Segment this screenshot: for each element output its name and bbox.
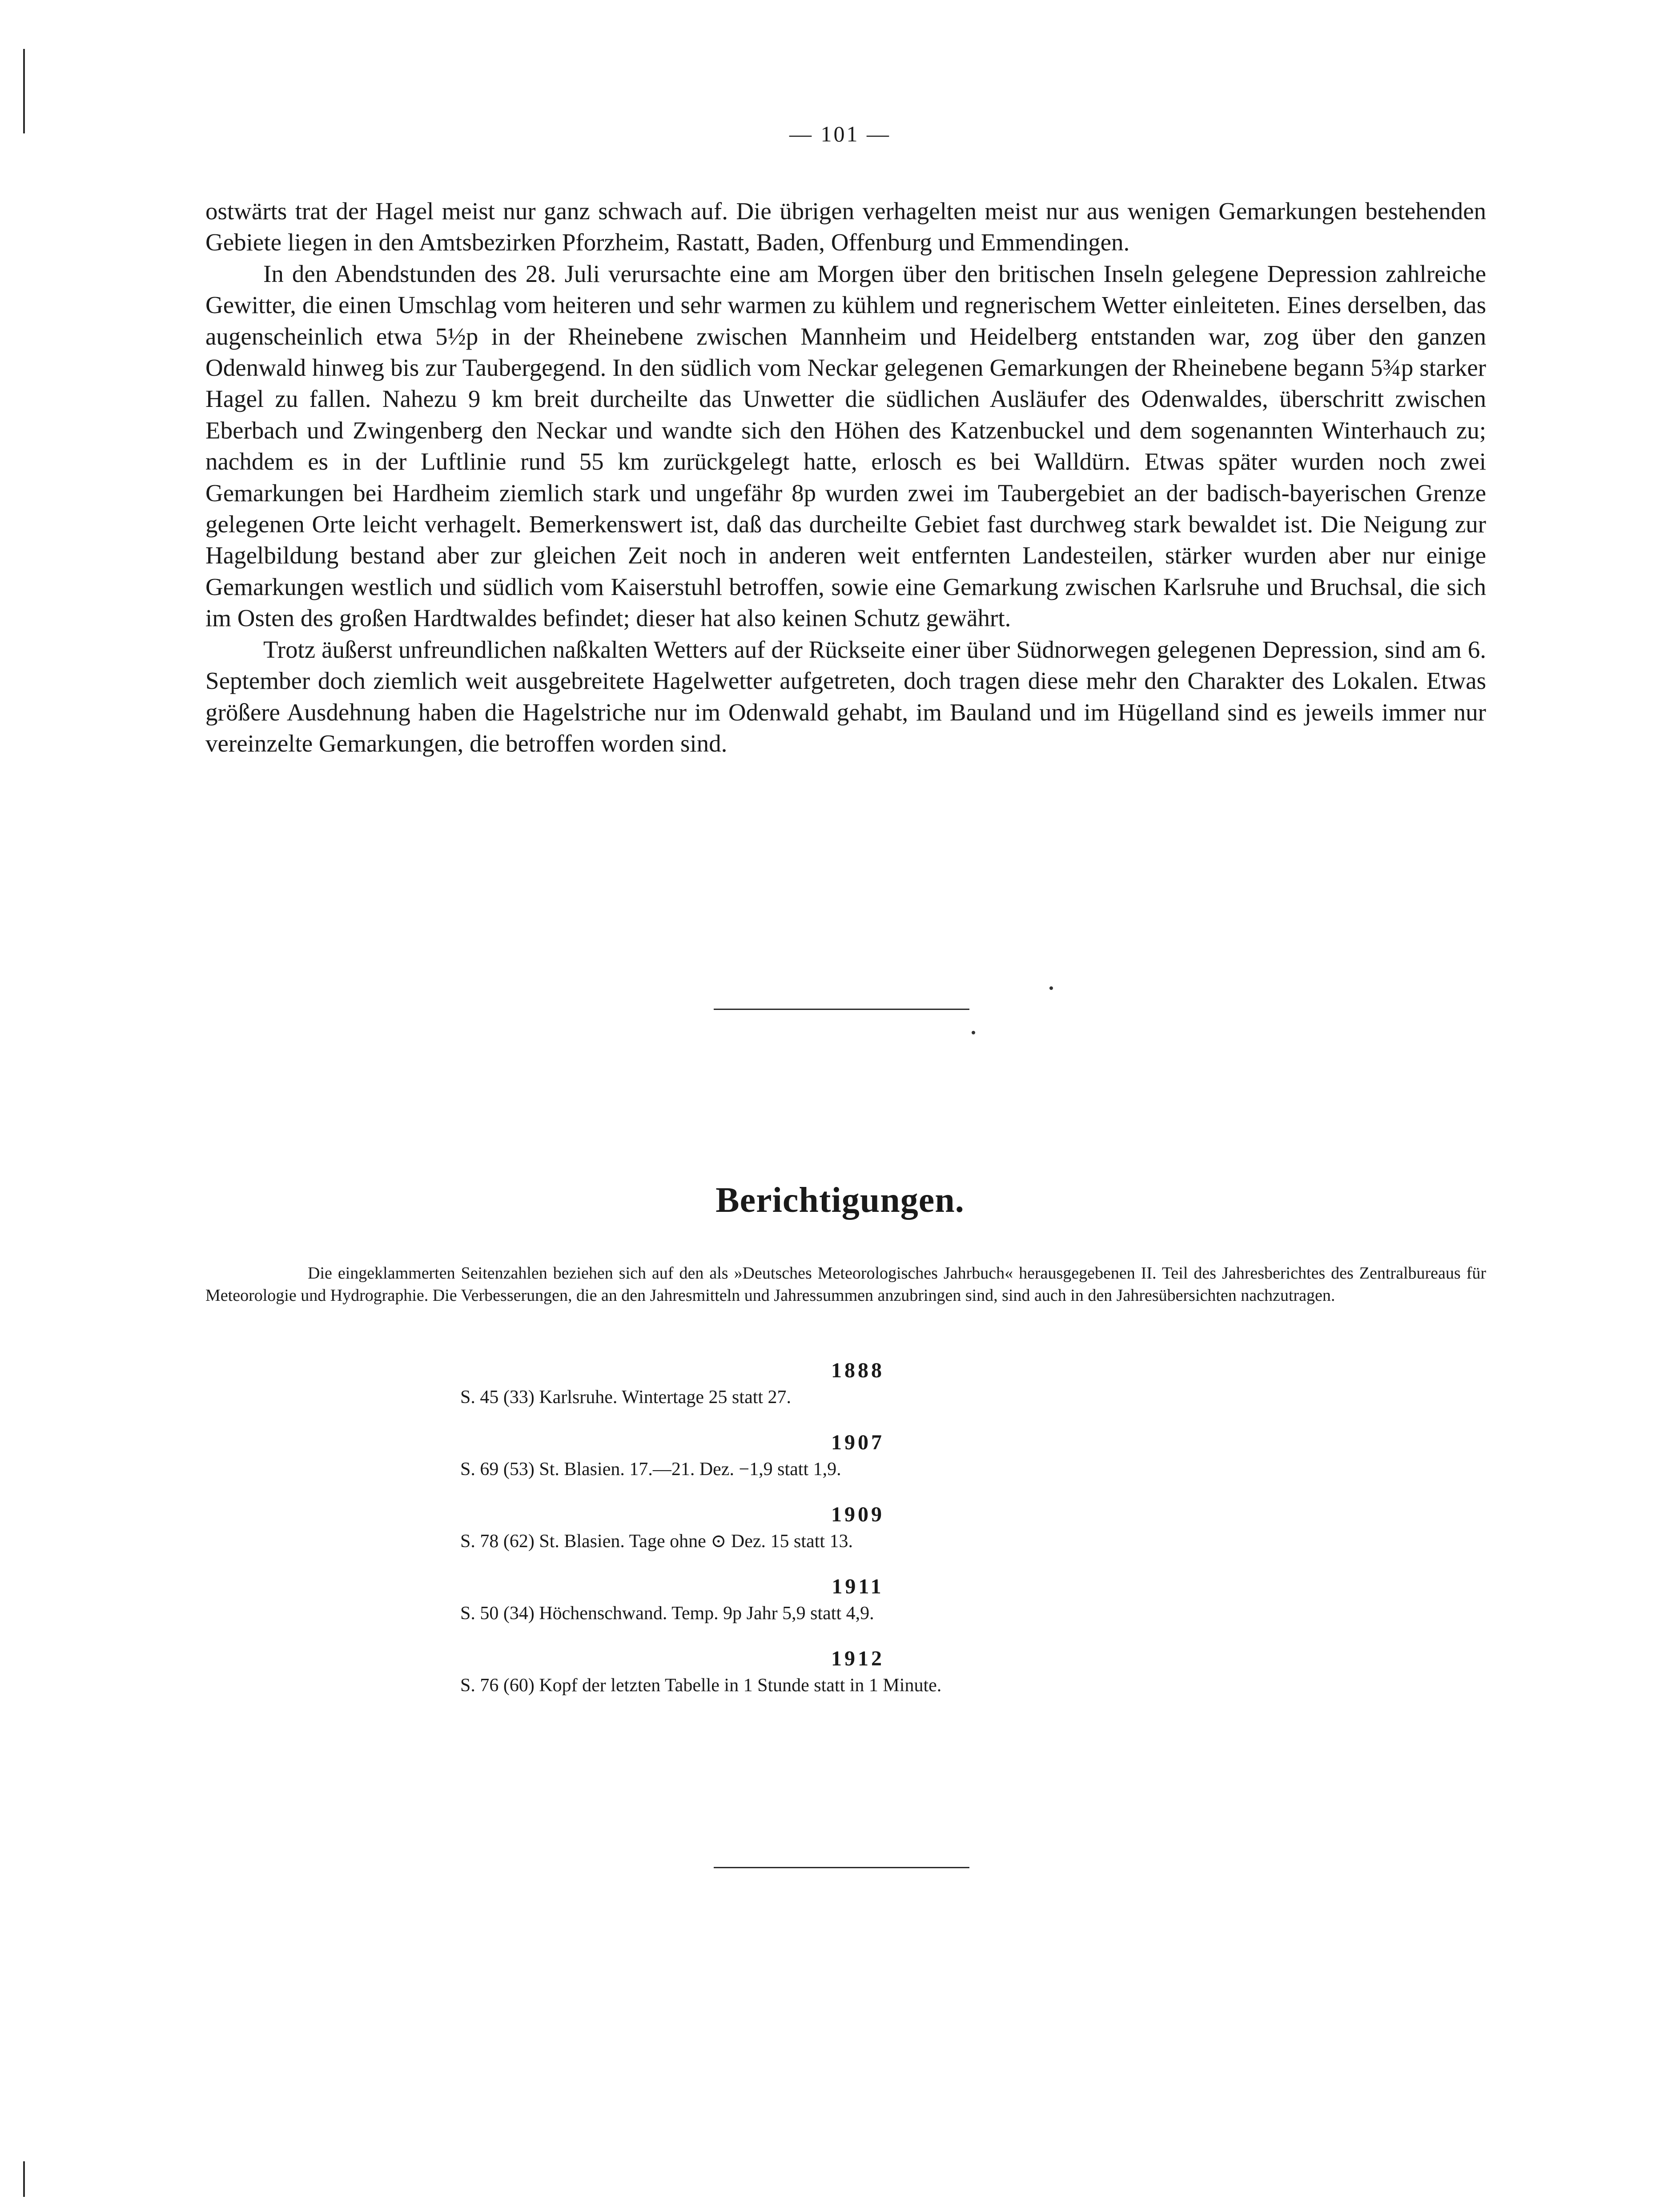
correction-text: S. 45 (33) Karlsruhe. Wintertage 25 statt 27. [460, 1387, 792, 1408]
correction-year: 1911 [832, 1575, 884, 1598]
end-divider [714, 1867, 969, 1868]
scan-speck [1049, 986, 1053, 990]
correction-year: 1912 [831, 1647, 884, 1670]
correction-year: 1888 [831, 1359, 884, 1382]
correction-year: 1909 [831, 1503, 884, 1526]
corrections-note [205, 1262, 1486, 1307]
paragraph: In den Abendstunden des 28. Juli verursachte eine am Morgen über den britischen Inseln gelegene Depression zahlreiche Gewitter, die einen Umschlag vom heiteren und sehr warmen zu kühlem und regnerischem Wetter einleiteten. Eines derselben, das augenscheinlich etwa 5½p in der Rheinebene zwischen Mannheim und Heidelberg entstanden war, zog über den ganzen Odenwald hinweg bis zur Taubergegend. In den südlich vom Neckar gelegenen Gemarkungen der Rheinebene begann 5¾p starker Hagel zu fallen. Nahezu 9 km breit durcheilte das Unwetter die südlichen Ausläufer des Odenwaldes, überschritt zwischen Eberbach und Zwingenberg den Neckar und wandte sich den Höhen des Katzenbuckel und dem sogenannten Winterhauch zu; nachdem es in der Luftlinie rund 55 km zurückgelegt hatte, erlosch es bei Walldürn. Etwas später wurden noch zwei Gemarkungen bei Hardheim ziemlich stark und ungefähr 8p wurden zwei im Taubergebiet an der badisch-bayerischen Grenze gelegenen Orte leicht verhagelt. Bemerkenswert ist, daß das durcheilte Gebiet fast durchweg stark bewaldet ist. Die Neigung zur Hagelbildung bestand aber zur gleichen Zeit noch in anderen weit entfernten Landesteilen, stärker wurden aber nur einige Gemarkungen westlich und südlich vom Kaiserstuhl betroffen, sowie eine Gemarkung zwischen Karlsruhe und Bruchsal, die sich im Osten des großen Hardtwaldes befindet; dieser hat also keinen Schutz gewährt. [205, 260, 1486, 632]
correction-entry [0, 1501, 1680, 1555]
correction-text: S. 76 (60) Kopf der letzten Tabelle in 1 Stunde statt in 1 Minute. [460, 1675, 942, 1696]
body-text [205, 196, 1486, 759]
paragraph: ostwärts trat der Hagel meist nur ganz schwach auf. Die übrigen verhagelten meist nur aus wenigen Gemarkungen bestehenden Gebiete liegen in den Amtsbezirken Pforzheim, Rastatt, Baden, Offenburg und Emmendingen. [205, 197, 1486, 256]
scan-speck [972, 1031, 975, 1034]
correction-text: S. 78 (62) St. Blasien. Tage ohne ⊙ Dez. 15 statt 13. [460, 1531, 853, 1552]
corrections-list [0, 1352, 1680, 1717]
correction-entry [0, 1429, 1680, 1483]
section-divider [714, 1009, 969, 1010]
page-number: — 101 — [789, 121, 891, 146]
correction-entry [0, 1573, 1680, 1627]
note-text: Die eingeklammerten Seitenzahlen beziehen sich auf den als »Deutsches Meteorologisches Jahrbuch« herausgegebenen II. Teil des Jahresberichtes des Zentralbureaus für Meteorologie und Hydrographie. Die Verbesserungen, die an den Jahresmitteln und Jahressummen anzubringen sind, sind auch in den Jahresübersichten nachzutragen. [205, 1264, 1486, 1305]
correction-year: 1907 [831, 1431, 884, 1454]
correction-text: S. 50 (34) Höchenschwand. Temp. 9p Jahr 5,9 statt 4,9. [460, 1603, 874, 1624]
scan-edge-mark [23, 2161, 25, 2197]
correction-entry [0, 1357, 1680, 1411]
correction-entry [0, 1645, 1680, 1699]
correction-text: S. 69 (53) St. Blasien. 17.—21. Dez. −1,9 statt 1,9. [460, 1459, 841, 1480]
section-title: Berichtigungen. [715, 1180, 965, 1220]
paragraph: Trotz äußerst unfreundlichen naßkalten Wetters auf der Rückseite einer über Südnorwegen gelegenen Depression, sind am 6. September doch ziemlich weit ausgebreitete Hagelwetter aufgetreten, doch tragen diese mehr den Charakter des Lokalen. Etwas größere Ausdehnung haben die Hagelstriche nur im Odenwald gehabt, im Bauland und im Hügelland sind es jeweils immer nur vereinzelte Gemarkungen, die betroffen worden sind. [205, 635, 1486, 757]
